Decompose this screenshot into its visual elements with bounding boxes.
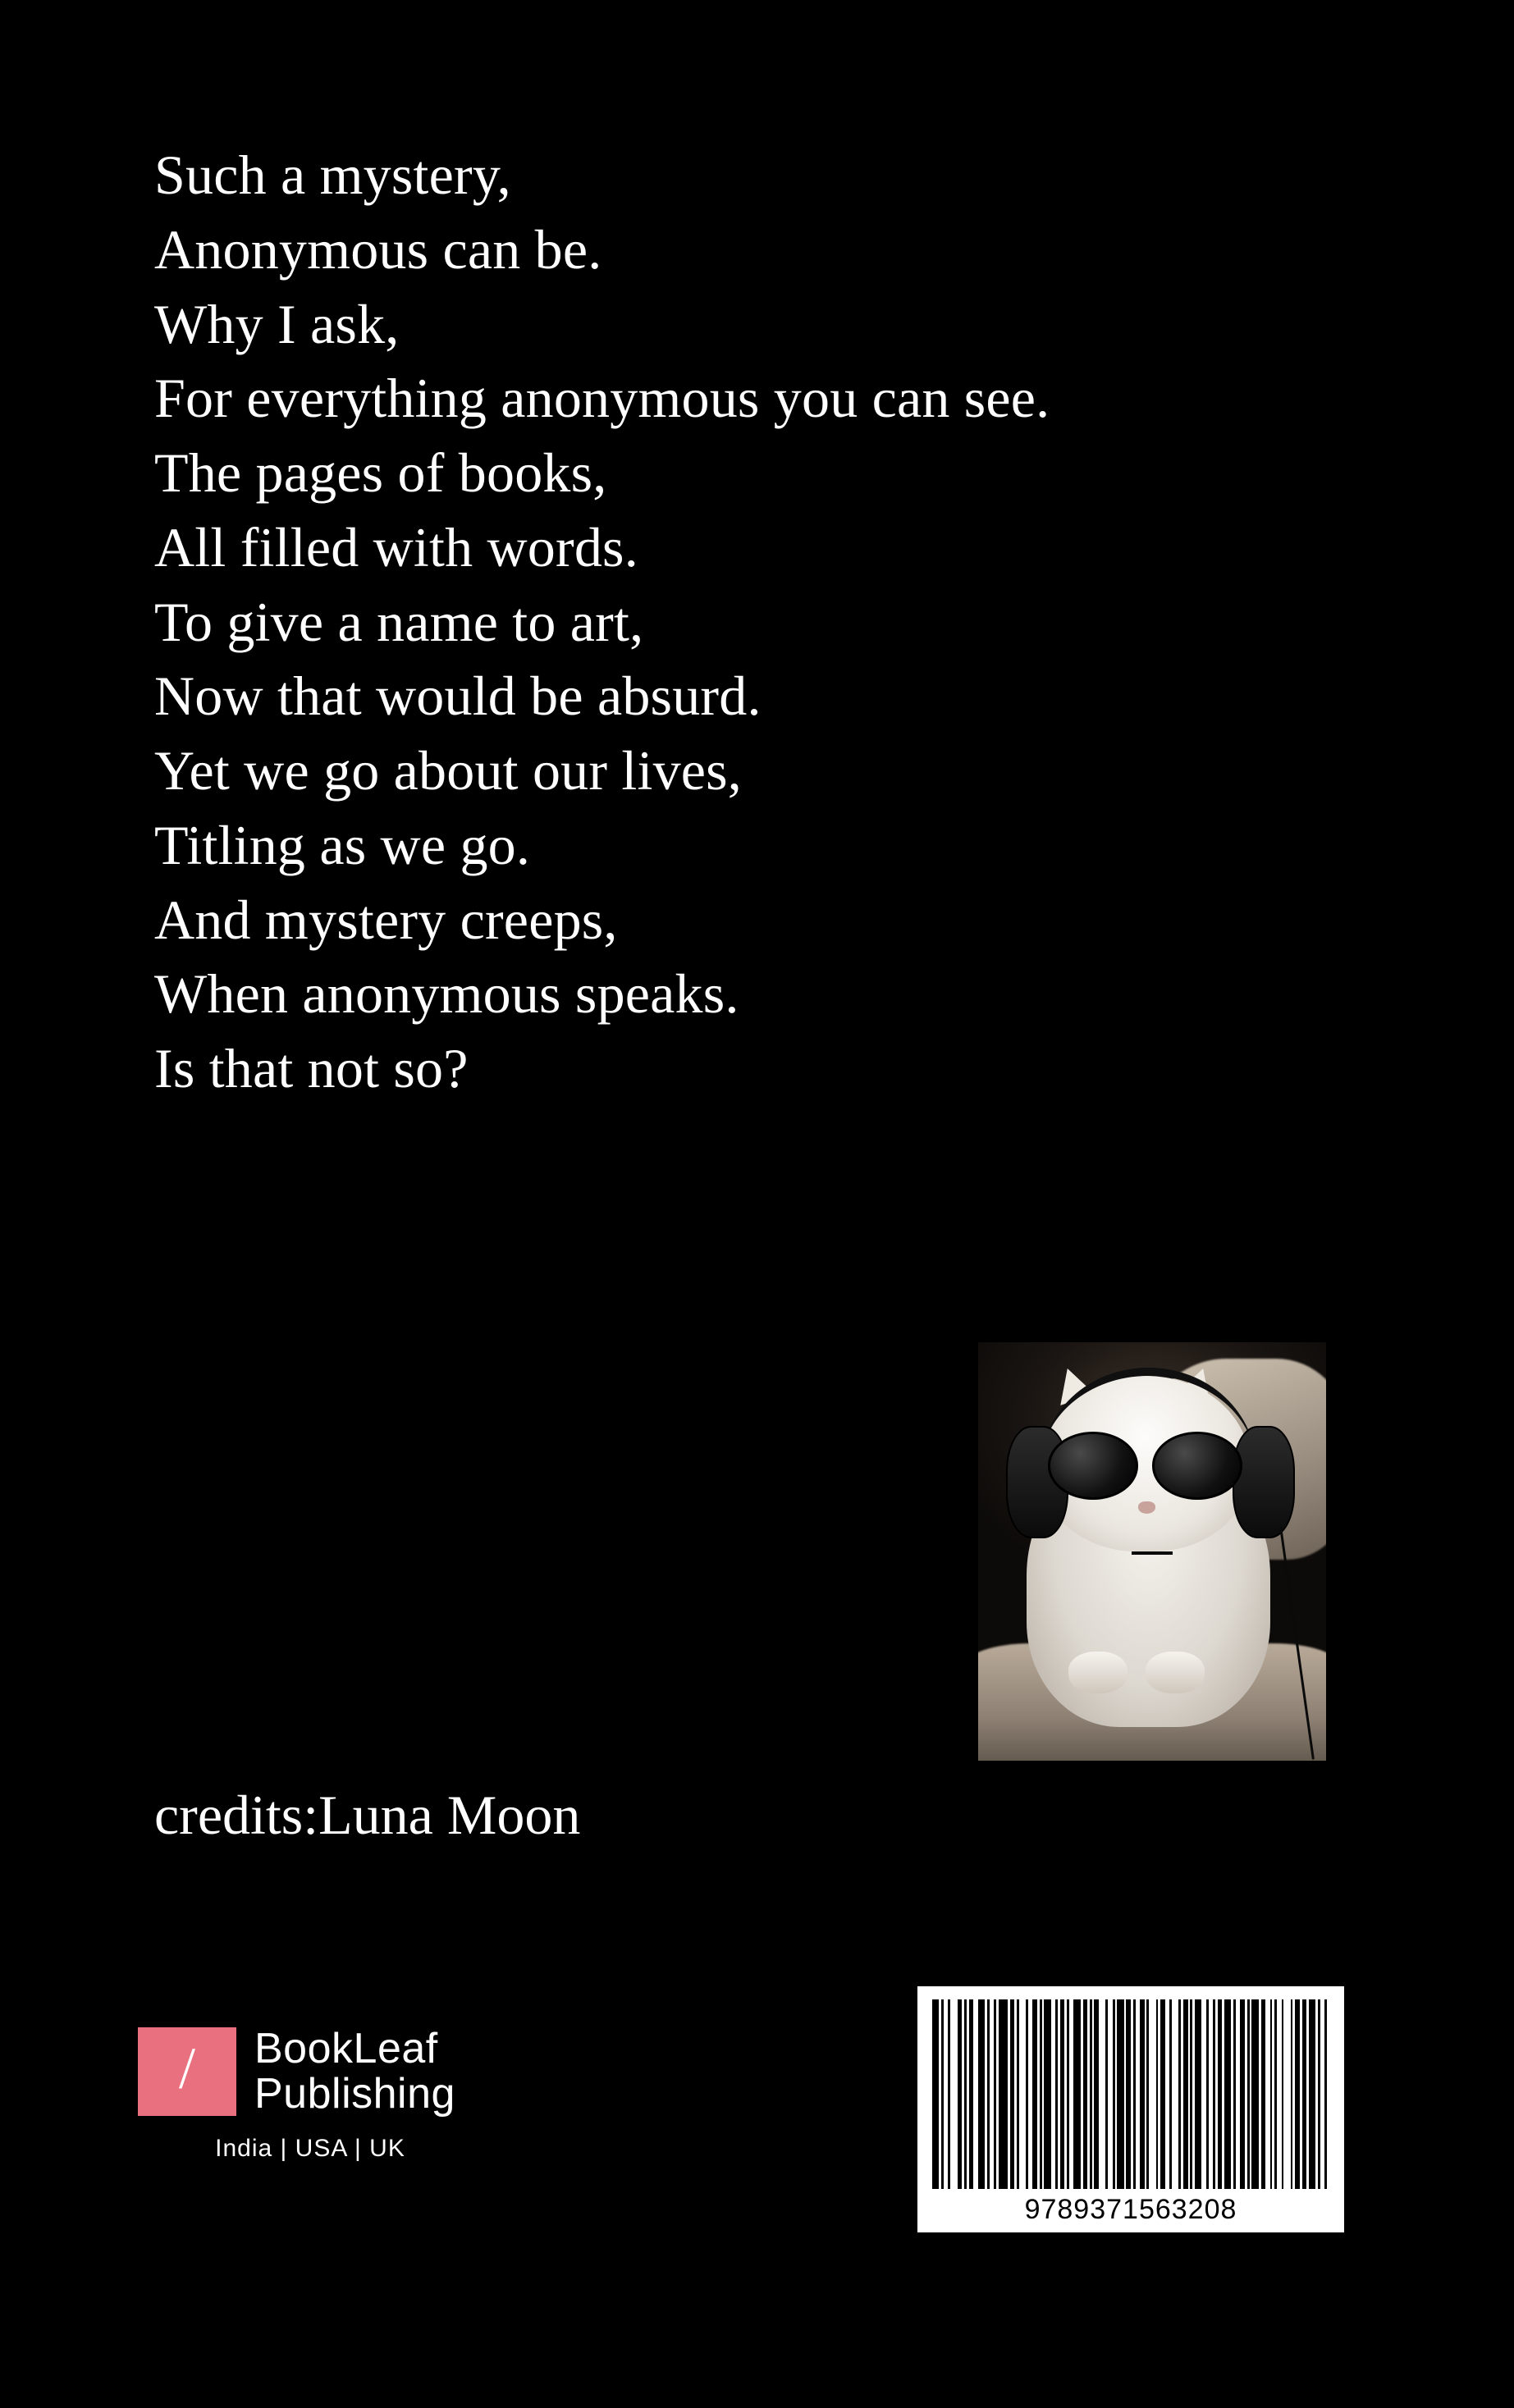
poem-line: Is that not so? [154, 1037, 469, 1100]
isbn-number: 9789371563208 [1024, 2194, 1237, 2225]
sunglass-lens-right [1152, 1432, 1242, 1500]
poem-line: And mystery creeps, [154, 888, 618, 951]
sunglass-lens-left [1048, 1432, 1138, 1500]
barcode-space [1149, 1999, 1155, 2189]
isbn-barcode [917, 1986, 1344, 2232]
poem-credits: credits:Luna Moon [154, 1784, 581, 1846]
barcode-bar [1073, 1999, 1080, 2189]
poem-line: When anonymous speaks. [154, 962, 739, 1026]
bookleaf-mark-icon [138, 2027, 236, 2116]
sunglass-bridge [1132, 1551, 1173, 1555]
poem-line: Such a mystery, [154, 144, 511, 206]
poem-line: Why I ask, [154, 292, 400, 355]
barcode-bar [1224, 1999, 1231, 2189]
poem-text [154, 138, 1361, 1106]
publisher-logo [138, 2026, 483, 2163]
poem-line: Anonymous can be. [154, 217, 602, 281]
cat-photo [978, 1342, 1326, 1761]
publisher-name-line2: Publishing [254, 2070, 455, 2118]
barcode-space [1283, 1999, 1290, 2189]
barcode-space [1019, 1999, 1026, 2189]
barcode-bar [978, 1999, 985, 2189]
barcode-space [950, 1999, 957, 2189]
poem-line: Now that would be absurd. [154, 665, 762, 728]
publisher-name-line1: BookLeaf [254, 2025, 438, 2072]
barcode-space [1099, 1999, 1105, 2189]
barcode-bar [1117, 1999, 1123, 2189]
poem-line: Yet we go about our lives, [154, 739, 743, 802]
publisher-name [254, 2026, 455, 2117]
publisher-locations: India | USA | UK [215, 2135, 405, 2163]
bookleaf-mark-glyph: / [178, 2036, 195, 2102]
barcode-bar [932, 1999, 939, 2189]
poem-line: All filled with words. [154, 515, 638, 578]
barcode-bar [1309, 1999, 1315, 2189]
barcode-bar [1044, 1999, 1050, 2189]
poem-line: To give a name to art, [154, 590, 644, 653]
cat-paw-left [1068, 1652, 1127, 1693]
poem-line: For everything anonymous you can see. [154, 367, 1050, 430]
poem-line: The pages of books, [154, 441, 607, 505]
barcode-bar [1251, 1999, 1258, 2189]
barcode-space [1172, 1999, 1178, 2189]
cat-paw-right [1146, 1652, 1205, 1693]
sunglasses [1048, 1434, 1242, 1497]
barcode-bars [932, 1999, 1329, 2189]
barcode-bar [999, 1999, 1008, 2189]
publisher-logo-row [138, 2026, 483, 2117]
barcode-space [1327, 1999, 1329, 2189]
barcode-bar [1195, 1999, 1201, 2189]
poem-line: Titling as we go. [154, 813, 531, 876]
